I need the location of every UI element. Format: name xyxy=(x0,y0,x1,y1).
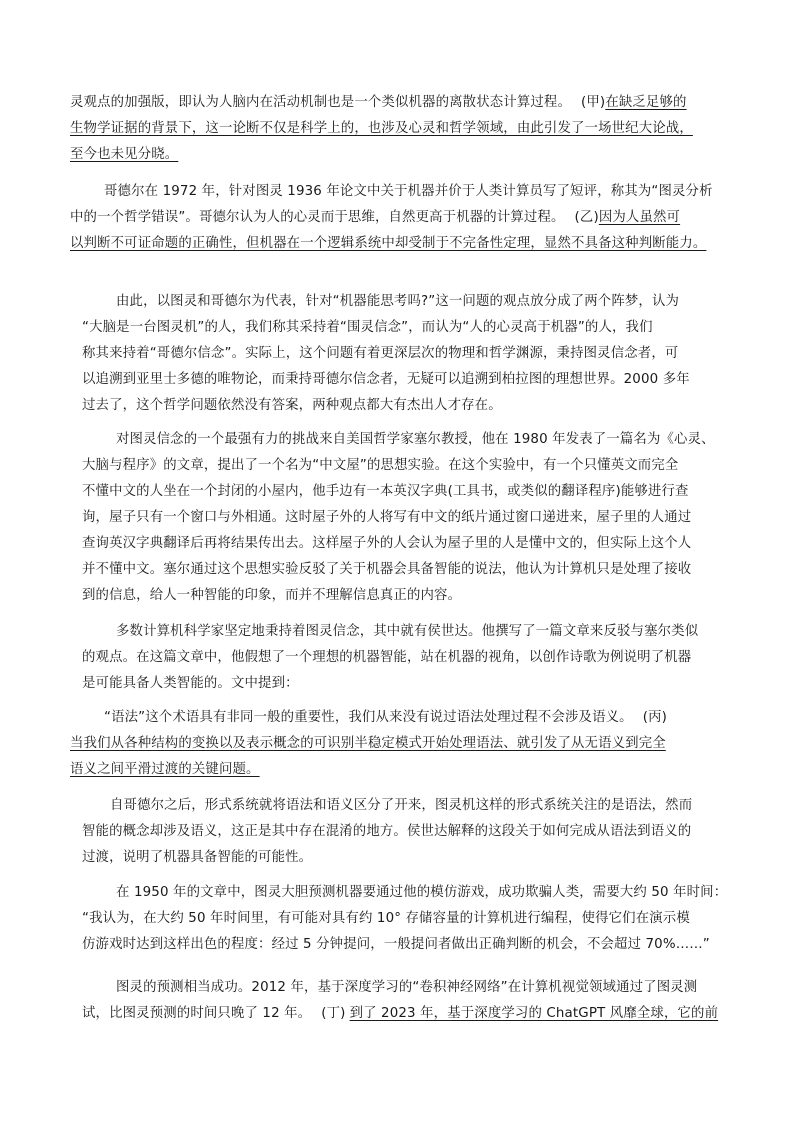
text-line: 自哥德尔之后，形式系统就将语法和语义区分了开来，图灵机这样的形式系统关注的是语法，然而 xyxy=(110,798,693,813)
text-line: 大脑与程序》的文章，提出了一个名为“中文屋”的思想实验。在这个实验中，有一个只懂英文而完全 xyxy=(82,458,679,473)
marker-bing: (丙) xyxy=(642,710,668,725)
text-span: 试，比图灵预测的时间只晚了 12 年。 xyxy=(82,1006,312,1021)
marker-ding: (丁) xyxy=(321,1006,346,1021)
paragraph-8 xyxy=(82,975,718,1027)
marker-jia: (甲) xyxy=(581,95,606,110)
paragraph-5 xyxy=(82,619,698,697)
text-span: “语法”这个术语具有非同一般的重要性，我们从来没有说过语法处理过程不会涉及语义。 xyxy=(104,710,633,725)
text-line: 哥德尔在 1972 年，针对图灵 1936 年论文中关于机器并价于人类计算员写了短评，称其为“图灵分析 xyxy=(104,184,713,199)
text-line xyxy=(82,1001,718,1027)
text-line: 对图灵信念的一个最强有力的挑战来自美国哲学家塞尔教授，他在 1980 年发表了一篇名为《心灵、 xyxy=(116,432,715,447)
text-line: 询，屋子只有一个窗口与外相通。这时屋子外的人将写有中文的纸片通过窗口递进来，屋子里的人通过 xyxy=(82,510,692,525)
text-span: 中的一个哲学错误”。哥德尔认为人的心灵而于思维，自然更高于机器的计算过程。 xyxy=(70,210,565,225)
text-line xyxy=(70,705,667,731)
text-line: 到的信息，给人一种智能的印象，而并不理解信息真正的内容。 xyxy=(82,588,462,603)
underlined-text: 在缺乏足够的 xyxy=(605,95,687,110)
paragraph-1 xyxy=(70,90,693,168)
text-line: 由此，以图灵和哥德尔为代表，针对“机器能思考吗?”这一问题的观点放分成了两个阵梦，认为 xyxy=(116,294,680,309)
text-line: 不懂中文的人坐在一个封闭的小屋内，他手边有一本英汉字典(工具书，或类似的翻译程序)能够进行查 xyxy=(82,484,689,499)
text-line: 仿游戏时达到这样出色的程度：经过 5 分钟提问，一般提问者做出正确判断的机会，不会超过 70%……” xyxy=(82,937,710,952)
text-line: 图灵的预测相当成功。2012 年，基于深度学习的“卷积神经网络”在计算机视觉领域通过了图灵测 xyxy=(116,980,698,995)
text-line: 智能的概念却涉及语义，这正是其中存在混淆的地方。侯世达解释的这段关于如何完成从语法到语义的 xyxy=(82,824,692,839)
underlined-text: 以判断不可证命题的正确性，但机器在一个逻辑系统中却受制于不完备性定理，显然不具备这种判断能力。 xyxy=(70,236,707,251)
marker-yi: (乙) xyxy=(574,210,599,225)
text-line: 多数计算机科学家坚定地秉持着图灵信念，其中就有侯世达。他撰写了一篇文章来反驳与塞尔类似 xyxy=(116,624,699,639)
text-line: 并不懂中文。塞尔通过这个思想实验反驳了关于机器会具备智能的说法，他认为计算机只是处理了接收 xyxy=(82,562,692,577)
quoted-passage xyxy=(70,705,667,783)
paragraph-3 xyxy=(82,289,690,419)
underlined-text: 因为人虽然可 xyxy=(598,210,681,225)
underlined-text: 当我们从各种结构的变换以及表示概念的可识别半稳定模式开始处理语法、就引发了从无语义到完全 xyxy=(70,736,666,751)
paragraph-2 xyxy=(70,179,713,257)
text-line: 的观点。在这篇文章中，他假想了一个理想的机器智能，站在机器的视角，以创作诗歌为例说明了机器 xyxy=(82,650,692,665)
text-line: 称其来持着“哥德尔信念”。实际上，这个问题有着更深层次的物理和哲学渊源，秉持图灵信念者，可 xyxy=(82,346,679,361)
text-line: 查询英汉字典翻译后再将结果传出去。这样屋子外的人会认为屋子里的人是懂中文的，但实际上这个人 xyxy=(82,536,692,551)
text-line xyxy=(70,205,713,231)
text-span: 灵观点的加强版，即认为人脑内在活动机制也是一个类似机器的离散状态计算过程。 xyxy=(70,95,572,110)
text-line: 是可能具备人类智能的。文中提到： xyxy=(82,676,299,691)
text-line: 以追溯到亚里士多德的唯物论，而秉持哥德尔信念者，无疑可以追溯到柏拉图的理想世界。2000 多年 xyxy=(82,372,690,387)
underlined-text: 到了 2023 年，基于深度学习的 ChatGPT 风靡全球，它的前 xyxy=(349,1006,719,1021)
text-line xyxy=(70,90,693,116)
text-line: 过去了，这个哲学问题依然没有答案，两种观点都大有杰出人才存在。 xyxy=(82,398,502,413)
text-line: 过渡，说明了机器具备智能的可能性。 xyxy=(82,850,313,865)
paragraph-7 xyxy=(82,880,727,958)
underlined-text: 生物学证据的背景下，这一论断不仅是科学上的，也涉及心灵和哲学领域，由此引发了一场世纪大论战， xyxy=(70,121,693,136)
text-line: “大脑是一台图灵机”的人，我们称其采持着“围灵信念”，而认为“人的心灵高于机器”的人，我们 xyxy=(82,320,653,335)
paragraph-4 xyxy=(82,427,715,609)
underlined-text: 语义之间平滑过渡的关键问题。 xyxy=(70,762,260,777)
text-line: 在 1950 年的文章中，图灵大胆预测机器要通过他的模仿游戏，成功欺骗人类，需要大约 50 年时间： xyxy=(116,885,728,900)
paragraph-6 xyxy=(82,793,692,871)
underlined-text: 至今也未见分晓。 xyxy=(70,147,179,162)
text-line: “我认为，在大约 50 年时间里，有可能对具有约 10° 存储容量的计算机进行编程，使得它们在演示模 xyxy=(82,911,690,926)
